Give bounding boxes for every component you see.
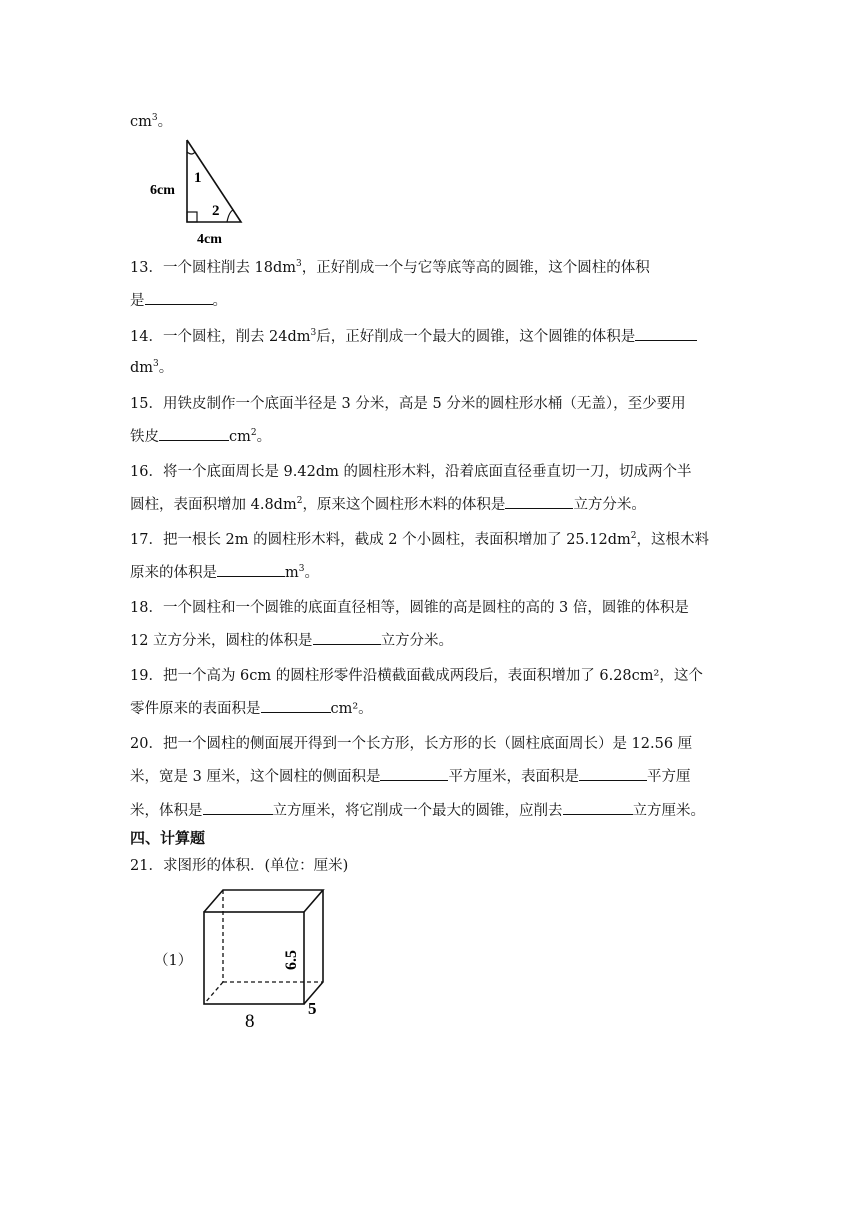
answer-blank[interactable] (563, 800, 633, 815)
label-angle-1: 1 (194, 170, 202, 186)
q14-line2: $dm^3$。 (130, 359, 174, 376)
answer-blank[interactable] (145, 290, 213, 305)
answer-blank[interactable] (380, 766, 448, 781)
label-angle-2: 2 (212, 203, 220, 219)
answer-blank[interactable] (579, 766, 647, 781)
right-angle-mark (187, 212, 197, 222)
section-heading: 四、计算题 (130, 829, 206, 847)
q21-prompt: 21．求图形的体积．(单位：厘米) (130, 858, 349, 874)
answer-blank[interactable] (635, 326, 697, 341)
label-side-6cm: 6cm (150, 183, 175, 198)
answer-blank[interactable] (313, 630, 381, 645)
q15-line2: 铁皮 $cm^2$。 (130, 426, 730, 447)
q21-part-label: （1） (154, 953, 193, 969)
q17-line2: 原来的体积是 $m^3$。 (130, 562, 730, 583)
label-side-4cm: 4cm (197, 232, 222, 247)
q16-line2: 圆柱，表面积增加 $4.8dm^2$，原来这个圆柱形木料的体积是 立方分米。 (130, 494, 730, 515)
answer-blank[interactable] (159, 426, 229, 441)
answer-blank[interactable] (505, 494, 573, 509)
q18-line2: 12 立方分米，圆柱的体积是 立方分米。 (130, 630, 730, 651)
q13-line1: 13．一个圆柱削去 $18dm^3$，正好削成一个与它等底等高的圆锥，这个圆柱的体积 (130, 259, 650, 276)
q13-line2: 是 。 (130, 290, 730, 311)
hidden-edge-depth (204, 982, 223, 1004)
right-face (304, 890, 323, 1004)
q20-line2: 米，宽是 3 厘米，这个圆柱的侧面积是 平方厘米，表面积是 平方厘 (130, 766, 730, 787)
top-face (204, 890, 323, 912)
label-width: 5 (308, 999, 317, 1018)
angle-1-arc (187, 152, 195, 154)
q17-line1: 17．把一根长 2m 的圆柱形木料，截成 2 个小圆柱，表面积增加了 $25.12dm^2$，这根木料 (130, 531, 709, 548)
answer-blank[interactable] (261, 698, 331, 713)
q19-line1: 19．把一个高为 6cm 的圆柱形零件沿横截面截成两段后，表面积增加了 6.28cm²，这个 (130, 668, 703, 684)
q14-line1: 14．一个圆柱，削去 $24dm^3$后，正好削成一个最大的圆锥，这个圆锥的体积是 (130, 326, 730, 347)
cuboid-figure (195, 884, 335, 1034)
unit-continuation: $cm^3$。 (130, 113, 173, 130)
label-length: 8 (245, 1011, 255, 1032)
q19-line2: 零件原来的表面积是 cm²。 (130, 698, 730, 719)
angle-2-arc (227, 210, 233, 222)
answer-blank[interactable] (217, 562, 285, 577)
q15-line1: 15．用铁皮制作一个底面半径是 3 分米，高是 5 分米的圆柱形水桶（无盖），至少要用 (130, 396, 686, 412)
q20-line3: 米，体积是 立方厘米，将它削成一个最大的圆锥，应削去 立方厘米。 (130, 800, 730, 821)
q16-line1: 16．将一个底面周长是 9.42dm 的圆柱形木料，沿着底面直径垂直切一刀，切成两个半 (130, 464, 692, 480)
label-height: 6.5 (283, 950, 300, 970)
answer-blank[interactable] (203, 800, 273, 815)
q18-line1: 18．一个圆柱和一个圆锥的底面直径相等，圆锥的高是圆柱的高的 3 倍，圆锥的体积是 (130, 600, 689, 616)
right-triangle-figure (145, 138, 255, 250)
q20-line1: 20．把一个圆柱的侧面展开得到一个长方形，长方形的长（圆柱底面周长）是 12.56 厘 (130, 736, 693, 752)
